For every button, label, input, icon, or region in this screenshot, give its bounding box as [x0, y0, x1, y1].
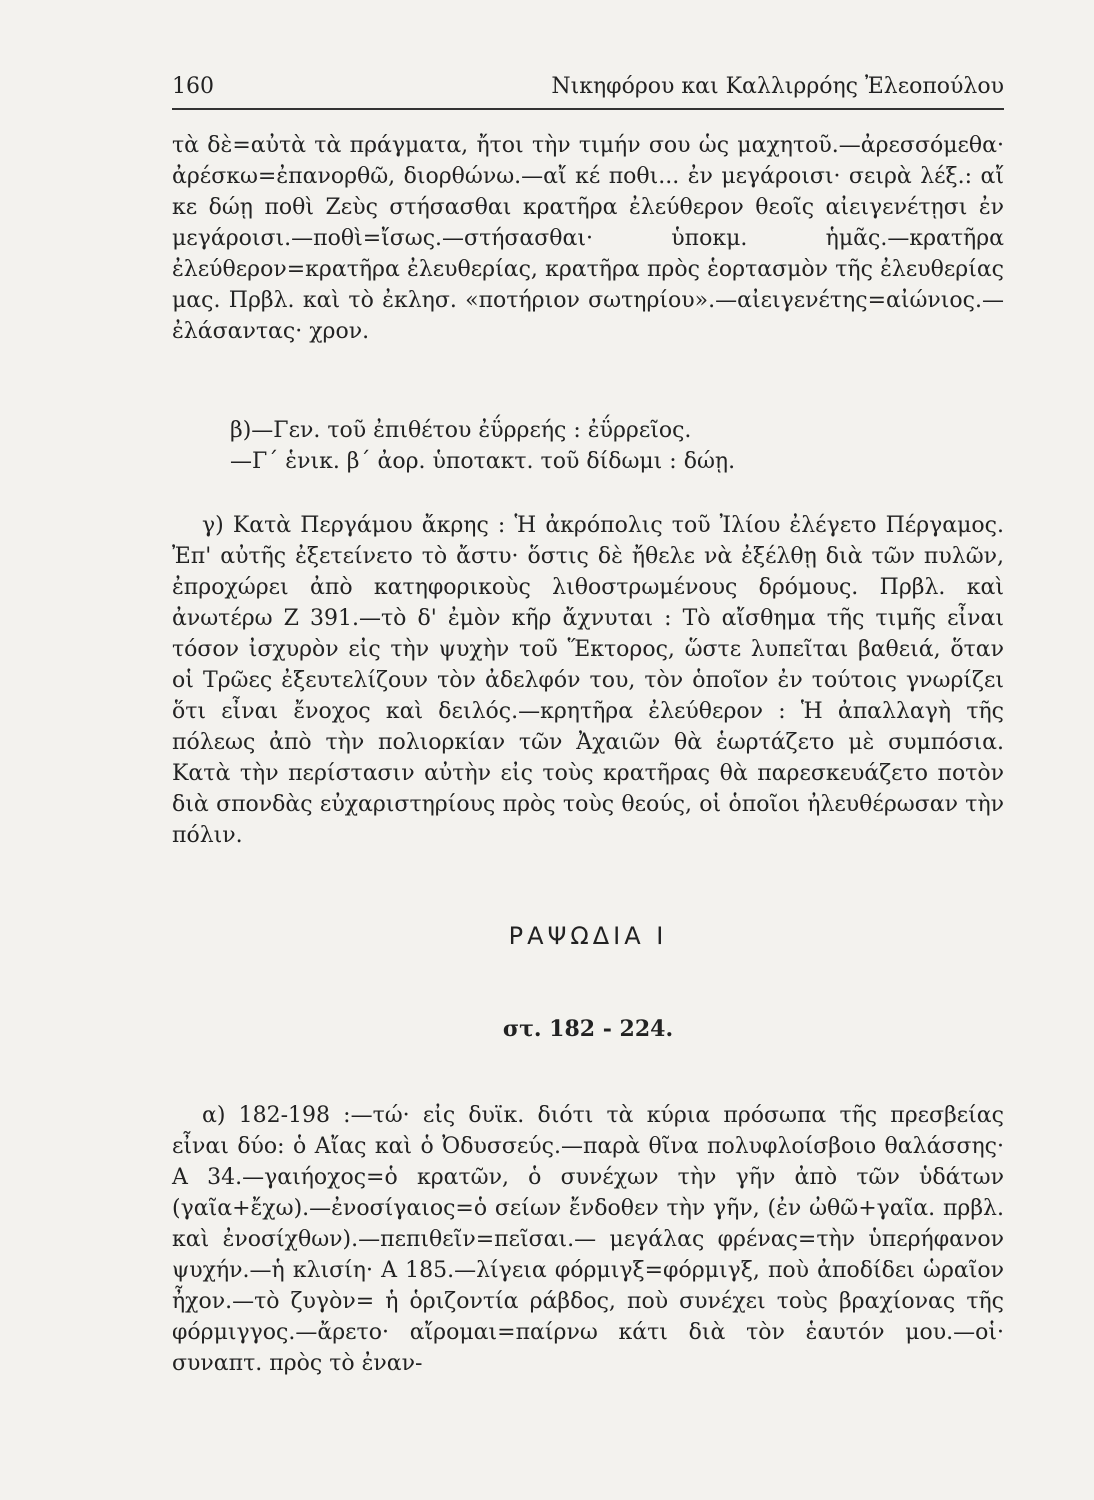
page-number: 160	[172, 74, 214, 99]
paragraph-1: τὰ δὲ=αὐτὰ τὰ πράγματα, ἤτοι τὴν τιμήν σου ὡς μαχητοῦ.—ἀρεσσόμεθα· ἀρέσκω=ἐπανορθῶ, διορθώνω.—αἴ κέ ποθι... ἐν μεγάροισι· σειρὰ λέξ.: αἴ κε δώῃ ποθὶ Ζεὺς στήσασθαι κρατῆρα ἐλεύθερον θεοῖς αἰειγενέτῃσι ἐν μεγάροισι.—ποθὶ=ἴσως.—στήσασθαι· ὑποκμ. ἡμᾶς.—κρατῆρα ἐλεύθερον=κρατῆρα ἐλευθερίας, κρατῆρα πρὸς ἑορτασμὸν τῆς ἐλευθερίας μας. Πρβλ. καὶ τὸ ἐκλησ. «ποτήριον σωτηρίου».—αἰειγενέτης=αἰώνιος.—ἐλάσαντας· χρον.	[172, 133, 1004, 344]
paragraph-b-block	[172, 415, 1004, 477]
page-header	[172, 68, 1004, 110]
running-title: Νικηφόρου και Καλλιρρόης Ἐλεοπούλου	[551, 74, 1004, 99]
verses-block	[172, 1016, 1004, 1042]
paragraph-a-block	[172, 1100, 1004, 1379]
paragraph-g-block	[172, 510, 1004, 851]
verses-range: στ. 182 - 224.	[502, 1016, 674, 1042]
paragraph-g: γ) Κατὰ Περγάμου ἄκρης : Ἡ ἀκρόπολις τοῦ Ἰλίου ἐλέγετο Πέργαμος. Ἐπ' αὐτῆς ἐξετείνετο τὸ ἄστυ· ὅστις δὲ ἤθελε νὰ ἐξέλθῃ διὰ τῶν πυλῶν, ἐπροχώρει ἀπὸ κατηφορικοὺς λιθοστρωμένους δρόμους. Πρβλ. καὶ ἀνωτέρω Ζ 391.—τὸ δ' ἐμὸν κῆρ ἄχνυται : Τὸ αἴσθημα τῆς τιμῆς εἶναι τόσον ἰσχυρὸν εἰς τὴν ψυχὴν τοῦ Ἕκτορος, ὥστε λυπεῖται βαθειά, ὅταν οἱ Τρῶες ἐξευτελίζουν τὸν ἀδελφόν του, τὸν ὁποῖον ἐν τούτοις γνωρίζει ὅτι εἶναι ἔνοχος καὶ δειλός.—κρητῆρα ἐλεύθερον : Ἡ ἀπαλλαγὴ τῆς πόλεως ἀπὸ τὴν πολιορκίαν τῶν Ἀχαιῶν θὰ ἑωρτάζετο μὲ συμπόσια. Κατὰ τὴν περίστασιν αὐτὴν εἰς τοὺς κρατῆρας θὰ παρεσκευάζετο ποτὸν διὰ σπονδὰς εὐχαριστηρίους πρὸς τοὺς θεούς, οἱ ὁποῖοι ἠλευθέρωσαν τὴν πόλιν.	[172, 513, 1004, 848]
section-title: ΡΑΨΩΔΙΑ Ι	[508, 922, 668, 950]
paragraph-b-line2: —Γ΄ ἑνικ. β΄ ἀορ. ὑποτακτ. τοῦ δίδωμι : δώῃ.	[230, 449, 736, 474]
paragraph-a: α) 182-198 :—τώ· εἰς δυϊκ. διότι τὰ κύρια πρόσωπα τῆς πρεσβείας εἶναι δύο: ὁ Αἴας καὶ ὁ Ὀδυσσεύς.—παρὰ θῖνα πολυφλοίσβοιο θαλάσσης· Α 34.—γαιήοχος=ὁ κρατῶν, ὁ συνέχων τὴν γῆν ἀπὸ τῶν ὑδάτων (γαῖα+ἔχω).—ἐνοσίγαιος=ὁ σείων ἔνδοθεν τὴν γῆν, (ἐν ὠθῶ+γαῖα. πρβλ. καὶ ἐνοσίχθων).—πεπιθεῖν=πεῖσαι.— μεγάλας φρένας=τὴν ὑπερήφανον ψυχήν.—ἡ κλισίη· Α 185.—λίγεια φόρμιγξ=φόρμιγξ, ποὺ ἀποδίδει ὡραῖον ἦχον.—τὸ ζυγὸν= ἡ ὁριζοντία ράβδος, ποὺ συνέχει τοὺς βραχίονας τῆς φόρμιγγος.—ἄρετο· αἴρομαι=παίρνω κάτι διὰ τὸν ἑαυτόν μου.—οἱ· συναπτ. πρὸς τὸ ἐναν-	[172, 1103, 1004, 1376]
paragraph-1-block	[172, 130, 1004, 347]
paragraph-b-line1: β)—Γεν. τοῦ ἐπιθέτου ἐΰρρεής : ἐΰρρεῖος.	[230, 418, 692, 443]
section-heading-block	[172, 922, 1004, 950]
